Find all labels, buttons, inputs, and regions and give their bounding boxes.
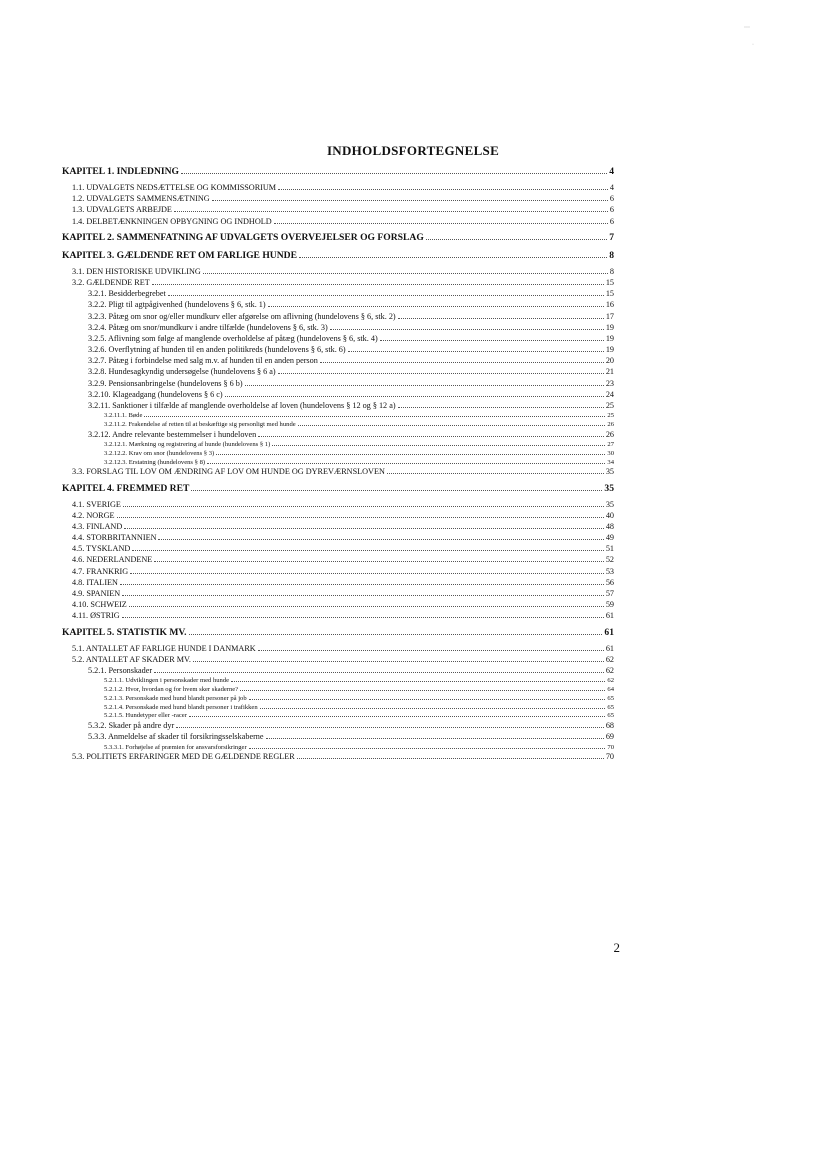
toc-entry <box>62 531 614 542</box>
toc-entry-page: 70 <box>607 743 614 751</box>
toc-entry-page: 62 <box>605 665 614 675</box>
toc-entry-label: 5.3.3. Anmeldelse af skader til forsikringsselskaberne <box>88 732 264 742</box>
toc-entry-page: 65 <box>607 694 614 702</box>
toc-entry-label: 4.4. STORBRITANNIEN <box>72 533 157 543</box>
toc-entry-page: 8 <box>609 266 614 276</box>
toc-leader-dots <box>249 742 606 749</box>
toc-entry-label: 5.2.1.1. Udviklingen i personskader med hunde <box>104 677 230 685</box>
toc-leader-dots <box>299 249 607 258</box>
toc-entry-label: 5.2.1.4. Personskade med hund blandt personer i trafikken <box>104 703 258 711</box>
toc-entry-label: 5.2. ANTALLET AF SKADER MV. <box>72 654 191 664</box>
toc-leader-dots <box>380 332 604 341</box>
toc-entry-page: 21 <box>605 367 614 377</box>
toc-entry-label: 3.2.1. Besidderbegrebet <box>88 289 166 299</box>
toc-entry-label: 4.8. ITALIEN <box>72 577 118 587</box>
toc-leader-dots <box>122 587 604 596</box>
toc-entry <box>62 509 614 520</box>
toc-entry-label: 3.2.6. Overflytning af hunden til en anden politikreds (hundelovens § 6, stk. 6) <box>88 345 346 355</box>
toc-leader-dots <box>278 181 608 190</box>
toc-entry <box>62 565 614 576</box>
toc-leader-dots <box>154 664 604 673</box>
toc-entry <box>62 343 614 354</box>
toc-entry <box>62 181 614 192</box>
toc-entry <box>62 287 614 298</box>
toc-leader-dots <box>123 498 604 507</box>
toc-entry <box>62 730 614 741</box>
toc-entry-page: 26 <box>607 420 614 428</box>
toc-entry-page: 15 <box>605 289 614 299</box>
toc-leader-dots <box>240 684 605 691</box>
toc-leader-dots <box>120 576 604 585</box>
toc-leader-dots <box>398 310 604 319</box>
toc-entry-label: 4.6. NEDERLANDENE <box>72 555 153 565</box>
toc-entry <box>62 598 614 609</box>
toc-entry-page: 15 <box>605 277 614 287</box>
toc-leader-dots <box>278 365 604 374</box>
toc-entry-label: 3.2.5. Aflivning som følge af manglende overholdelse af påtæg (hundelovens § 6, stk. 4) <box>88 333 378 343</box>
toc-entry-label: 5.2.1.5. Hundetyper eller -racer <box>104 712 187 720</box>
toc-entry-page: 53 <box>605 566 614 576</box>
toc-entry-page: 4 <box>609 183 614 192</box>
toc-entry-label: 4.5. TYSKLAND <box>72 544 131 554</box>
toc-entry-page: 24 <box>605 389 614 399</box>
toc-leader-dots <box>176 719 604 728</box>
toc-leader-dots <box>225 388 604 397</box>
toc-entry-label: 5.3.2. Skader på andre dyr <box>88 721 175 731</box>
toc-entry-label: KAPITEL 3. GÆLDENDE RET OM FARLIGE HUNDE <box>62 249 297 261</box>
toc-leader-dots <box>260 702 606 709</box>
toc-leader-dots <box>189 710 605 717</box>
toc-entry-label: 1.2. UDVALGETS SAMMENSÆTNING <box>72 194 210 204</box>
toc-entry-page: 6 <box>609 205 614 215</box>
toc-entry-label: 3.2.2. Pligt til agtpågivenhed (hundelovens § 6, stk. 1) <box>88 300 266 310</box>
toc-entry <box>62 439 614 448</box>
toc-entry-page: 27 <box>607 440 614 448</box>
toc-entry <box>62 498 614 509</box>
toc-entry <box>62 448 614 457</box>
toc-entry-label: 5.3. POLITIETS ERFARINGER MED DE GÆLDENDE REGLER <box>72 752 295 762</box>
toc-entry <box>62 428 614 439</box>
toc-entry-label: 3.2.8. Hundesagkyndig undersøgelse (hundelovens § 6 a) <box>88 367 276 377</box>
toc-entry <box>62 265 614 276</box>
toc-entry <box>62 276 614 287</box>
toc-leader-dots <box>330 321 604 330</box>
toc-entry <box>62 750 614 761</box>
toc-leader-dots <box>122 609 604 618</box>
toc-entry-label: 4.7. FRANKRIG <box>72 566 129 576</box>
toc-entry-label: 4.1. SVERIGE <box>72 499 121 509</box>
toc-entry-page: 52 <box>605 555 614 565</box>
toc-entry <box>62 298 614 309</box>
toc-leader-dots <box>245 377 604 386</box>
toc-entry <box>62 419 614 428</box>
toc-leader-dots <box>212 192 608 201</box>
toc-leader-dots <box>181 165 607 174</box>
toc-entry-label: 3.2.7. Påtæg i forbindelse med salg m.v. af hunden til en anden person <box>88 356 318 366</box>
toc-entry-page: 61 <box>604 626 614 638</box>
toc-entry <box>62 693 614 702</box>
toc-leader-dots <box>249 693 606 700</box>
toc-entry <box>62 465 614 476</box>
toc-leader-dots <box>426 231 607 240</box>
toc-entry-label: 3.2.11.1. Bøde <box>104 412 143 420</box>
toc-entry <box>62 719 614 730</box>
toc-entry <box>62 365 614 376</box>
scan-artifact: · <box>752 42 754 48</box>
toc-entry-label: KAPITEL 1. INDLEDNING <box>62 166 180 177</box>
page-title: INDHOLDSFORTEGNELSE <box>326 143 500 158</box>
toc-leader-dots <box>387 465 604 474</box>
toc-leader-dots <box>348 343 604 352</box>
toc-leader-dots <box>132 542 604 551</box>
toc-leader-dots <box>268 298 604 307</box>
toc-leader-dots <box>168 287 604 296</box>
toc-entry <box>62 203 614 214</box>
toc-entry-page: 65 <box>607 703 614 711</box>
toc-entry-label: 5.1. ANTALLET AF FARLIGE HUNDE I DANMARK <box>72 643 256 653</box>
toc-leader-dots <box>258 642 604 651</box>
toc-leader-dots <box>130 565 604 574</box>
page-number: 2 <box>613 940 620 955</box>
toc-entry-label: 4.10. SCHWEIZ <box>72 600 127 610</box>
toc-entry <box>62 710 614 719</box>
toc-chapter-entry <box>62 249 614 262</box>
toc-entry <box>62 377 614 388</box>
toc-entry-page: 57 <box>605 589 614 599</box>
toc-entry <box>62 192 614 203</box>
toc-entry-label: 3.2.12.2. Krav om snor (hundelovens § 3) <box>104 449 215 457</box>
toc-entry-page: 62 <box>607 677 614 685</box>
toc-leader-dots <box>266 730 604 739</box>
toc-entry-page: 61 <box>605 611 614 621</box>
toc-entry <box>62 310 614 321</box>
toc-entry-label: 3.2.12.3. Erstatning (hundelovens § 8) <box>104 458 206 466</box>
toc-entry-label: 3.2.9. Pensionsanbringelse (hundelovens § 6 b) <box>88 378 243 388</box>
toc-entry <box>62 609 614 620</box>
toc-entry <box>62 215 614 226</box>
toc-entry-page: 70 <box>605 752 614 762</box>
toc-entry <box>62 642 614 653</box>
toc-entry-page: 6 <box>609 216 614 226</box>
toc-entry-page: 34 <box>607 458 614 466</box>
toc-entry <box>62 587 614 598</box>
toc-entry-page: 19 <box>605 322 614 332</box>
toc-entry <box>62 457 614 466</box>
toc-entry <box>62 576 614 587</box>
toc-leader-dots <box>216 448 605 455</box>
toc-entry-page: 59 <box>605 600 614 610</box>
toc-entry-page: 35 <box>604 482 614 494</box>
toc-entry-page: 19 <box>605 345 614 355</box>
toc-entry-label: 3.2.11.2. Frakendelse af retten til at beskæftige sig personligt med hunde <box>104 420 296 428</box>
toc-entry-page: 17 <box>605 311 614 321</box>
toc-entry-label: 5.3.3.1. Forhøjelse af præmien for ansvarsforsikringer <box>104 743 247 751</box>
toc-chapter-entry <box>62 231 614 244</box>
toc-leader-dots <box>320 354 604 363</box>
toc-entry <box>62 520 614 531</box>
toc-entry-label: 3.3. FORSLAG TIL LOV OM ÆNDRING AF LOV OM HUNDE OG DYREVÆRNSLOVEN <box>72 467 385 477</box>
toc-entry <box>62 553 614 564</box>
toc-entry-label: 3.2.12.1. Mærkning og registrering af hunde (hundelovens § 1) <box>104 440 271 448</box>
toc-entry-label: KAPITEL 4. FREMMED RET <box>62 482 190 494</box>
toc-leader-dots <box>154 553 604 562</box>
toc-entry-page: 68 <box>605 721 614 731</box>
toc-entry-label: 5.2.1. Personskader <box>88 665 153 675</box>
toc-entry-label: 3.2.4. Påtæg om snor/mundkurv i andre tilfælde (hundelovens § 6, stk. 3) <box>88 322 328 332</box>
toc-entry-label: 5.2.1.3. Personskade med hund blandt personer på job <box>104 694 247 702</box>
scan-artifact: ⋯ <box>744 25 750 31</box>
toc-entry-page: 19 <box>605 333 614 343</box>
toc-entry-page: 51 <box>605 544 614 554</box>
toc-leader-dots <box>124 520 604 529</box>
toc-leader-dots <box>274 215 608 224</box>
toc-entry-label: 3.2.12. Andre relevante bestemmelser i hundeloven <box>88 429 257 439</box>
toc-chapter-entry <box>62 165 614 178</box>
toc-entry-page: 35 <box>605 467 614 477</box>
toc-entry-page: 7 <box>609 231 614 243</box>
toc-leader-dots <box>193 653 604 662</box>
toc-entry-page: 23 <box>605 378 614 388</box>
toc-entry-label: KAPITEL 5. STATISTIK MV. <box>62 626 187 638</box>
toc-entry-label: 1.3. UDVALGETS ARBEJDE <box>72 205 172 215</box>
toc-entry-page: 26 <box>605 429 614 439</box>
toc-leader-dots <box>191 482 602 491</box>
toc-entry-label: 3.2. GÆLDENDE RET <box>72 277 150 287</box>
table-of-contents <box>62 165 614 762</box>
toc-entry <box>62 542 614 553</box>
toc-entry-label: 3.2.3. Påtæg om snor og/eller mundkurv eller afgørelse om aflivning (hundelovens § 6, stk. 2) <box>88 311 396 321</box>
toc-entry <box>62 664 614 675</box>
toc-entry <box>62 410 614 419</box>
toc-leader-dots <box>398 399 604 408</box>
toc-entry-label: 5.2.1.2. Hvor, hvordan og for hvem sker skaderne? <box>104 685 239 693</box>
toc-entry <box>62 653 614 664</box>
toc-entry-page: 16 <box>605 300 614 310</box>
toc-leader-dots <box>298 419 606 426</box>
toc-entry-page: 20 <box>605 356 614 366</box>
toc-entry-page: 25 <box>605 401 614 410</box>
toc-entry-page: 62 <box>605 654 614 664</box>
toc-leader-dots <box>231 675 605 682</box>
toc-entry <box>62 675 614 684</box>
toc-entry-page: 64 <box>607 685 614 693</box>
toc-leader-dots <box>189 626 603 635</box>
toc-entry <box>62 684 614 693</box>
toc-leader-dots <box>207 457 605 464</box>
toc-entry-page: 49 <box>605 533 614 543</box>
toc-leader-dots <box>258 428 604 437</box>
toc-entry <box>62 321 614 332</box>
toc-entry-label: KAPITEL 2. SAMMENFATNING AF UDVALGETS OVERVEJELSER OG FORSLAG <box>62 231 424 243</box>
toc-entry <box>62 354 614 365</box>
toc-entry-label: 4.11. ØSTRIG <box>72 611 120 621</box>
toc-entry-label: 1.1. UDVALGETS NEDSÆTTELSE OG KOMMISSORIUM <box>72 183 277 192</box>
toc-leader-dots <box>129 598 604 607</box>
toc-entry-page: 40 <box>605 510 614 520</box>
toc-leader-dots <box>152 276 604 285</box>
toc-entry-label: 4.9. SPANIEN <box>72 589 121 599</box>
toc-entry-label: 1.4. DELBETÆNKNINGEN OPBYGNING OG INDHOLD <box>72 216 272 226</box>
toc-leader-dots <box>272 439 605 446</box>
toc-entry <box>62 742 614 751</box>
toc-entry-page: 6 <box>609 194 614 204</box>
toc-entry-page: 65 <box>607 712 614 720</box>
toc-entry-page: 35 <box>605 499 614 509</box>
toc-entry-page: 8 <box>609 249 614 261</box>
toc-entry-page: 30 <box>607 449 614 457</box>
toc-entry <box>62 399 614 410</box>
toc-leader-dots <box>144 410 605 417</box>
toc-entry-page: 69 <box>605 732 614 742</box>
toc-entry-label: 3.1. DEN HISTORISKE UDVIKLING <box>72 266 201 276</box>
toc-entry <box>62 702 614 711</box>
toc-leader-dots <box>117 509 604 518</box>
toc-entry-label: 4.2. NORGE <box>72 510 115 520</box>
toc-entry <box>62 332 614 343</box>
toc-entry-label: 3.2.11. Sanktioner i tilfælde af manglende overholdelse af loven (hundelovens § 12 og § 12 a) <box>88 401 396 410</box>
toc-chapter-entry <box>62 482 614 495</box>
toc-entry-label: 3.2.10. Klageadgang (hundelovens § 6 c) <box>88 389 223 399</box>
toc-leader-dots <box>174 203 608 212</box>
toc-entry-label: 4.3. FINLAND <box>72 521 123 531</box>
toc-leader-dots <box>158 531 603 540</box>
toc-entry-page: 56 <box>605 577 614 587</box>
toc-entry-page: 25 <box>607 412 614 420</box>
toc-entry-page: 48 <box>605 521 614 531</box>
toc-leader-dots <box>203 265 608 274</box>
toc-entry-page: 4 <box>609 166 614 177</box>
toc-entry <box>62 388 614 399</box>
toc-chapter-entry <box>62 626 614 639</box>
toc-leader-dots <box>297 750 604 759</box>
toc-entry-page: 61 <box>605 643 614 653</box>
